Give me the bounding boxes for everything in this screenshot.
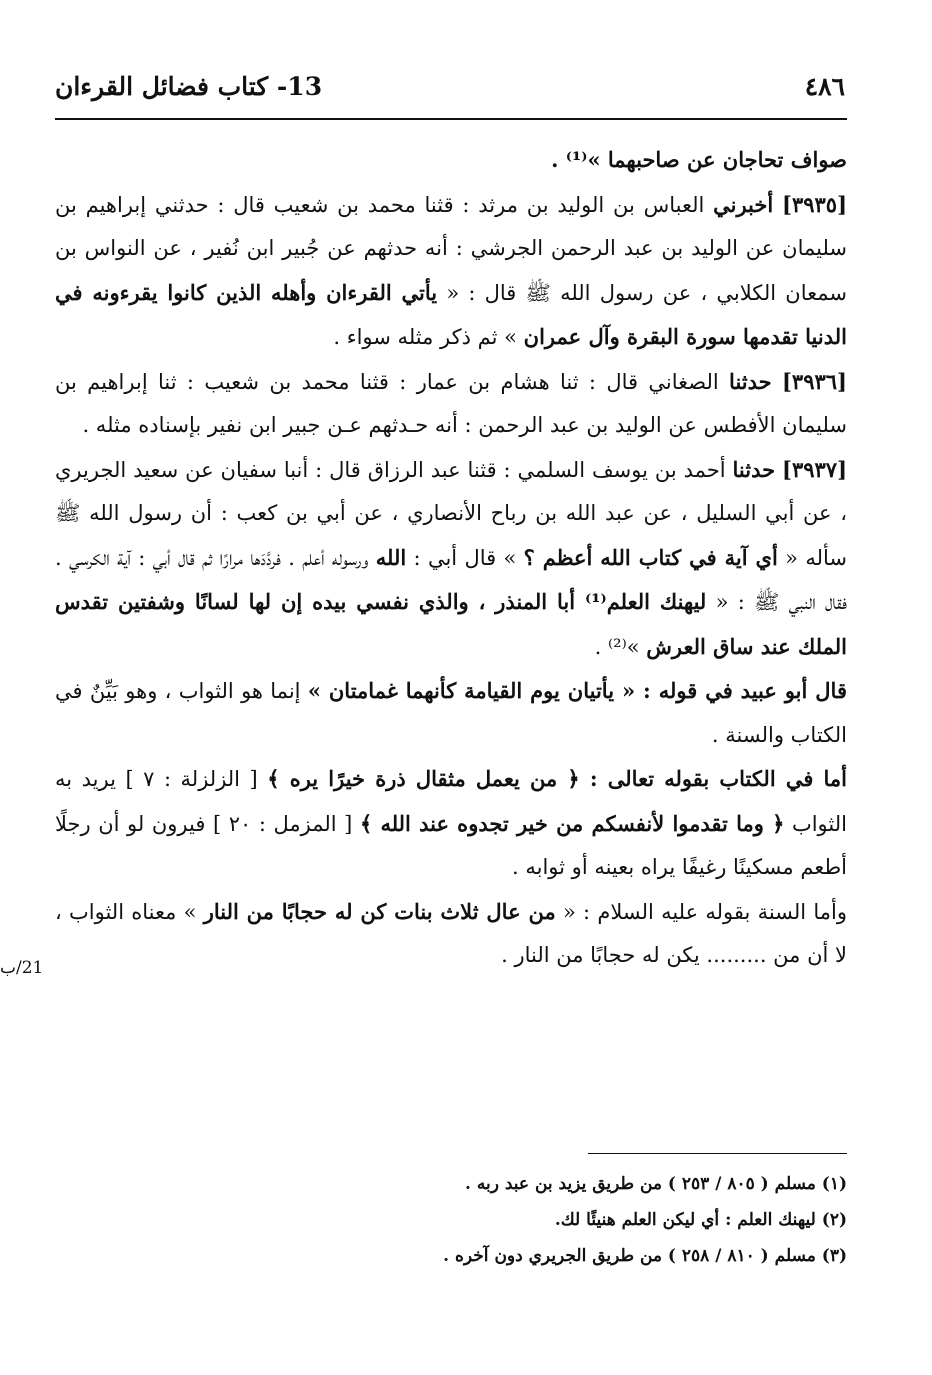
footnote-item: (١) مسلم ( ٨٠٥ / ٢٥٣ ) من طريق يزيد بن عبد ربه . <box>465 1174 847 1194</box>
hadith-quote: ليهنك العلم⁽¹⁾ أبا المنذر ، والذي نفسي بيده إن لها لسانًا وشفتين تقدس الملك عند ساق العرش <box>55 589 847 659</box>
commentary-bold: قال أبو عبيد في قوله : « يأتيان يوم القيامة كأنهما غمامتان » <box>307 678 847 703</box>
hadith-tail: » ثم ذكر مثله سواء . <box>333 325 524 349</box>
hadith-quote: يأتي القرءان وأهله الذين كانوا يقرءونه في الدنيا تقدمها سورة البقرة وآل عمران <box>55 279 847 349</box>
hadith-number: [٣٩٣٧] <box>782 456 847 482</box>
commentary-text: وأما السنة بقوله عليه السلام : « <box>555 899 847 924</box>
hadith-text: أحمد بن يوسف السلمي : قثنا عبد الرزاق قال : أنبا سفيان عن سعيد الجريري ، عن أبي السليل ، عن عبد الله بن رباح الأنصاري ، عن أبي بن كعب : أن رسول الله ﷺ سأله « <box>55 457 847 570</box>
paragraph-intro <box>55 138 847 183</box>
chapter-title: 13- كتاب فضائل القرءان <box>55 72 323 101</box>
intro-text: صواف تحاجان عن صاحبهما »⁽¹⁾ . <box>551 147 847 172</box>
quran-verse: ﴿ وما تقدموا لأنفسكم من خير تجدوه عند الله ﴾ <box>359 810 785 836</box>
commentary-text: [ المزمل : ٢٠ ] فيرون لو أن رجلًا أطعم مسكينًا رغيفًا يراه بعينه أو ثوابه . <box>55 811 847 879</box>
hadith-3935 <box>55 183 847 360</box>
hadith-number: [٣٩٣٦] <box>781 368 847 394</box>
hadith-text: العباس بن الوليد بن مرثد : قثنا محمد بن شعيب قال : حدثني إبراهيم بن سليمان عن الوليد بن عبد الرحمن الجرشي : أنه حدثهم عن جُبير ابن نُفير ، عن النواس بن سمعان الكلابي ، عن رسول الله ﷺ قال : « <box>55 192 847 305</box>
commentary-3 <box>55 890 847 978</box>
hadith-quote: أي آية في كتاب الله أعظم ؟ <box>523 544 778 570</box>
hadith-quote: من عال ثلاث بنات كن له حجابًا من النار <box>203 898 556 924</box>
page-header <box>55 62 847 112</box>
footnotes <box>55 1166 847 1274</box>
footnote-rule <box>588 1153 847 1154</box>
commentary-1 <box>55 669 847 757</box>
quran-verse: أما في الكتاب بقوله تعالى : ﴿ من يعمل مثقال ذرة خيرًا يره ﴾ <box>267 766 847 791</box>
manuscript-folio-note: 21/ب <box>0 958 44 978</box>
commentary-text: إنما هو الثواب ، وهو بَيِّنٌ في الكتاب والسنة . <box>55 679 847 747</box>
hadith-text: » قال أبي : <box>406 545 524 570</box>
hadith-3937 <box>55 448 847 670</box>
commentary-2 <box>55 757 847 890</box>
commentary-text: » معناه الثواب ، لا أن من ......... يكن له حجابًا من النار . <box>55 899 847 967</box>
hadith-number: [٣٩٣٥] <box>782 191 848 217</box>
hadith-lead: أخبرني <box>713 191 774 217</box>
footnote-item: (٣) مسلم ( ٨١٠ / ٢٥٨ ) من طريق الجريري دون آخره . <box>443 1246 847 1266</box>
hadith-tail: »⁽²⁾ . <box>594 634 647 659</box>
hadith-quote: الله <box>375 544 407 570</box>
hadith-lead: حدثنا <box>729 368 772 394</box>
header-rule <box>55 118 847 120</box>
commentary-text: [ الزلزلة : ٧ ] يريد به الثواب <box>55 767 847 836</box>
hadith-text: ورسوله أعلم . فردَّدَها مرارًا ثم قال أبي : آية الكرسي . فقال النبي ﷺ : « <box>55 545 847 614</box>
page-number: ٤٨٦ <box>804 72 845 101</box>
hadith-text: الصغاني قال : ثنا هشام بن عمار : قثنا محمد بن شعيب : ثنا إبراهيم بن سليمان الأفطس عن الوليد بن عبد الرحمن : أنه حـدثهم عـن جبير ابن نفير بإسناده مثله . <box>55 369 847 437</box>
hadith-lead: حدثنا <box>732 456 776 482</box>
hadith-3936 <box>55 360 847 448</box>
footnote-item: (٢) ليهنك العلم : أي ليكن العلم هنيئًا لك. <box>554 1210 847 1230</box>
main-text <box>55 138 847 978</box>
